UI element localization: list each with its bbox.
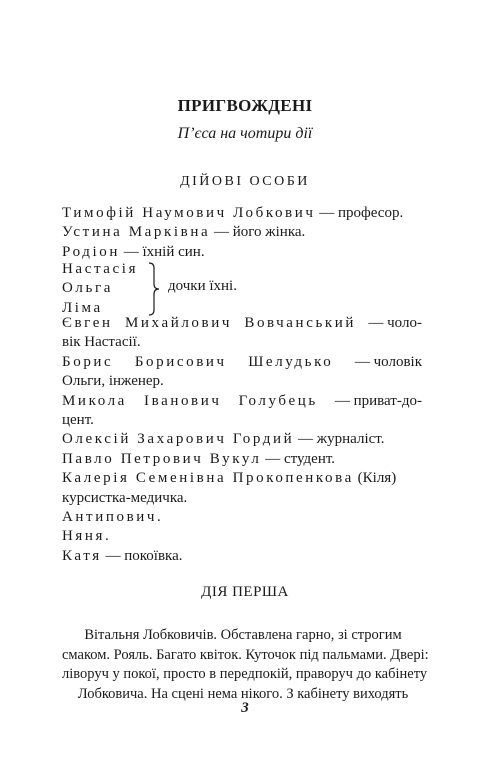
cast-lima: Ліма [62,299,103,316]
stage-line: Вітальня Лобковичів. Обставлена гарно, зі строгим [84,627,402,643]
cast-rodion: Родіон — їхній син. [62,243,205,260]
cast-antypovych: Антипович. [62,508,164,525]
cast-mykola: Микола Іванович Голубець — приват-до- [62,392,422,409]
cast-borys: Борис Борисович Шелудько — чоловік [62,353,422,370]
stage-line: ліворуч у покої, просто в передпокій, праворуч до кабінету [62,666,428,682]
stage-direction [62,626,429,704]
cast-katia: Катя — покоївка. [62,547,183,564]
cast-list-bottom [62,314,422,566]
cast-mykola-cont: цент. [62,411,94,428]
cast-heading: ДІЙОВІ ОСОБИ [180,174,310,189]
act-heading: ДІЯ ПЕРША [201,584,289,600]
cast-borys-cont: Ольги, інженер. [62,373,164,390]
curly-brace-icon [147,262,161,316]
cast-kaleriia-cont: курсистка-медичка. [62,489,188,506]
stage-line: Лобковича. На сцені нема нікого. З кабінету виходять [77,685,409,702]
cast-list-top [62,204,422,262]
cast-kaleriia: Калерія Семенівна Прокопенкова (Кіля) [62,470,397,487]
cast-nyania: Няня. [62,528,112,545]
cast-pavlo: Павло Петрович Вукул — студент. [62,450,336,467]
play-title: ПРИГВОЖДЕНІ [177,96,313,115]
cast-oleksii: Олексій Захарович Гордий — журналіст. [62,431,385,448]
cast-olha: Ольга [62,280,113,297]
cast-sisters [62,260,138,318]
stage-line: смаком. Рояль. Багато квіток. Куточок під пальмами. Двері: [62,646,429,663]
cast-timofii: Тимофій Наумович Лобкович — професор. [62,205,404,221]
cast-nastasiia: Настасія [62,261,139,277]
cast-yevhen-cont: вік Настасії. [62,334,141,351]
sisters-role: дочки їхні. [168,278,237,294]
cast-yevhen: Євген Михайлович Вовчанський — чоло- [62,315,422,331]
page-number: 3 [241,700,249,716]
play-subtitle: П’єса на чотири дії [177,125,313,142]
cast-ustyna: Устина Марківна — його жінка. [62,224,306,241]
